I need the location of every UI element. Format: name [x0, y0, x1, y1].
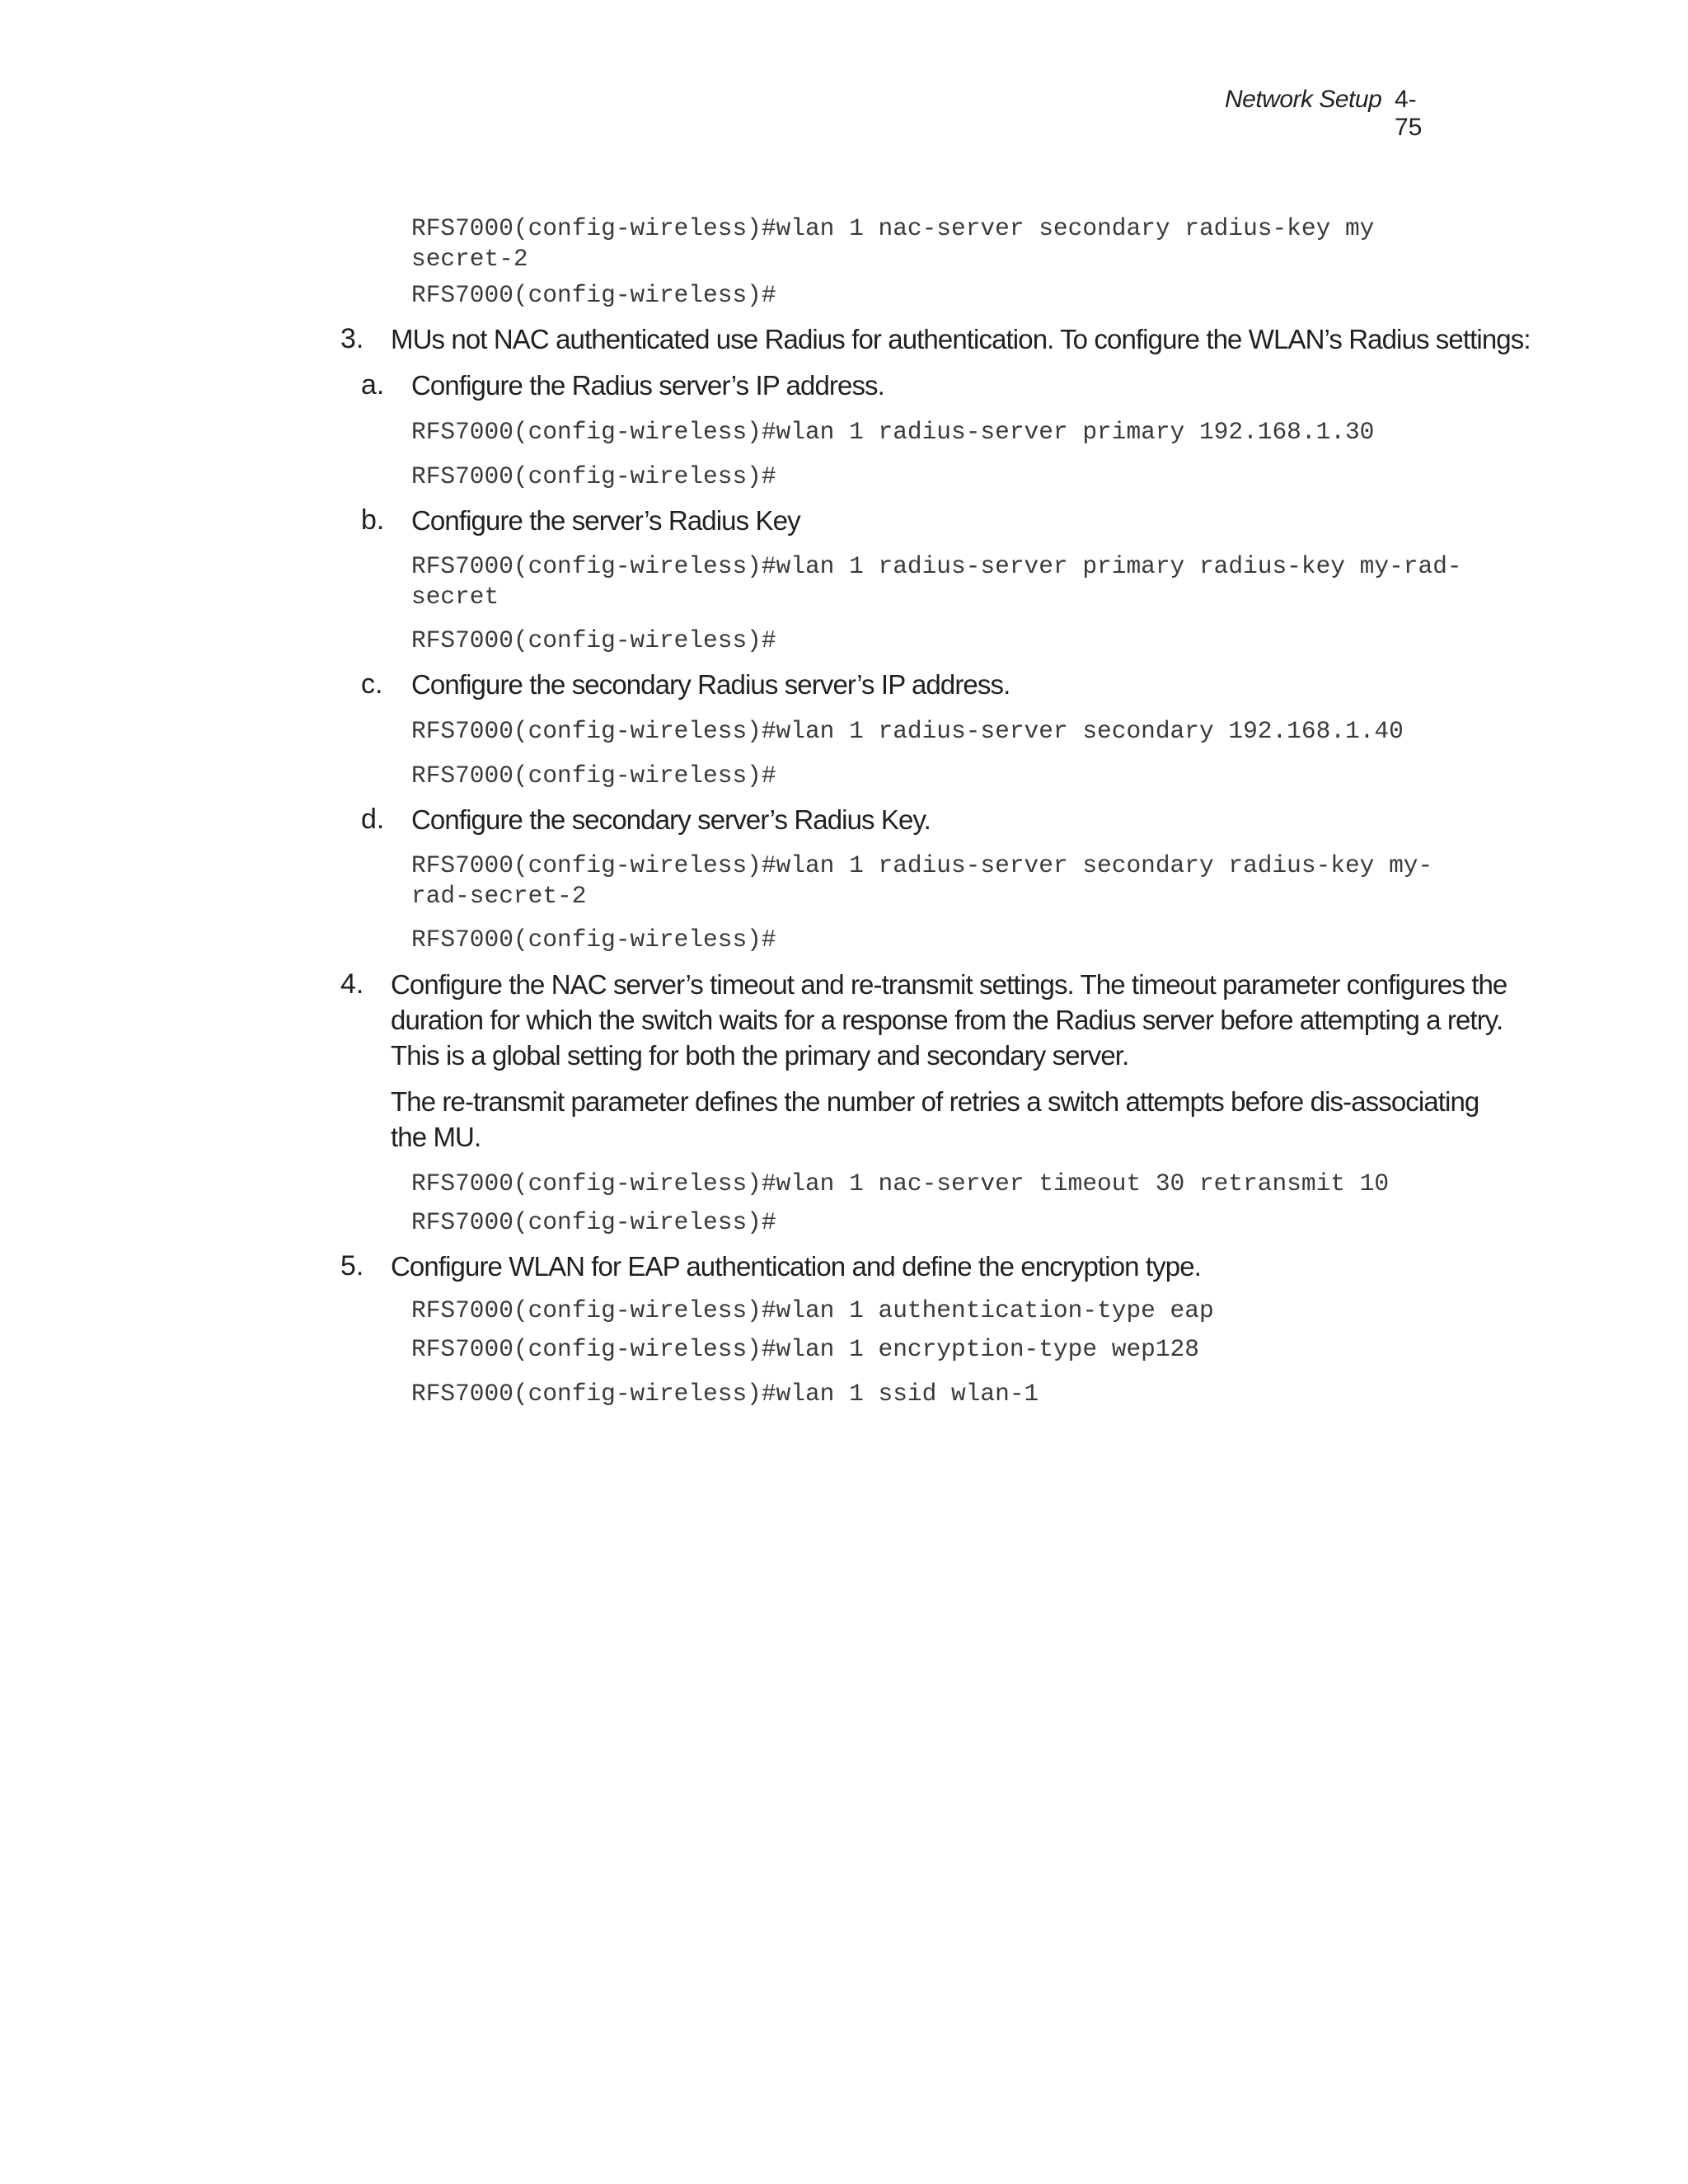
substep-text: Configure the server’s Radius Key [411, 505, 800, 536]
step-note-line: the MU. [391, 1122, 481, 1152]
step-text-line: duration for which the switch waits for a response from the Radius server before attempting a retry. [391, 1005, 1503, 1035]
code-line: RFS7000(config-wireless)# [411, 462, 776, 490]
substep-letter: c. [361, 668, 383, 700]
substep-text: Configure the secondary server’s Radius Key. [411, 804, 931, 835]
code-line: RFS7000(config-wireless)#wlan 1 radius-server primary radius-key my-rad- secret [411, 552, 1462, 611]
substep-text: Configure the secondary Radius server’s IP address. [411, 669, 1010, 700]
code-line: RFS7000(config-wireless)# [411, 762, 776, 790]
substep-letter: b. [361, 504, 385, 536]
step-number: 5. [340, 1250, 364, 1282]
substep-text: Configure the Radius server’s IP address. [411, 370, 884, 401]
code-line: RFS7000(config-wireless)#wlan 1 authentication-type eap [411, 1296, 1214, 1324]
code-line: RFS7000(config-wireless)# [411, 281, 776, 309]
code-line: RFS7000(config-wireless)#wlan 1 radius-server primary 192.168.1.30 [411, 418, 1375, 446]
section-title: Network Setup [1225, 86, 1382, 113]
code-line: RFS7000(config-wireless)#wlan 1 encryption-type wep128 [411, 1335, 1199, 1363]
step-note-line: The re-transmit parameter defines the number of retries a switch attempts before dis-associating [391, 1086, 1479, 1117]
code-line: RFS7000(config-wireless)# [411, 1208, 776, 1236]
step-text: Configure WLAN for EAP authentication and define the encryption type. [391, 1251, 1201, 1282]
step-text: MUs not NAC authenticated use Radius for authentication. To configure the WLAN’s Radius settings: [391, 324, 1531, 354]
step-text-line: This is a global setting for both the primary and secondary server. [391, 1040, 1129, 1071]
substep-letter: d. [361, 804, 385, 835]
substep-letter: a. [361, 369, 385, 401]
step-number: 3. [340, 323, 364, 354]
step-text-line: Configure the NAC server’s timeout and re-transmit settings. The timeout parameter configures the [391, 969, 1507, 1000]
code-line: RFS7000(config-wireless)# [411, 926, 776, 954]
code-line: RFS7000(config-wireless)# [411, 626, 776, 654]
step-number: 4. [340, 968, 364, 1000]
code-line: RFS7000(config-wireless)#wlan 1 radius-server secondary radius-key my- rad-secret-2 [411, 851, 1433, 910]
code-line: RFS7000(config-wireless)#wlan 1 nac-server timeout 30 retransmit 10 [411, 1169, 1390, 1197]
code-line: RFS7000(config-wireless)#wlan 1 nac-server secondary radius-key my secret-2 [411, 214, 1375, 273]
code-line: RFS7000(config-wireless)#wlan 1 radius-server secondary 192.168.1.40 [411, 717, 1404, 745]
page-number: 4-75 [1395, 86, 1423, 141]
code-line: RFS7000(config-wireless)#wlan 1 ssid wlan-1 [411, 1380, 1039, 1408]
running-header [1225, 86, 1444, 141]
